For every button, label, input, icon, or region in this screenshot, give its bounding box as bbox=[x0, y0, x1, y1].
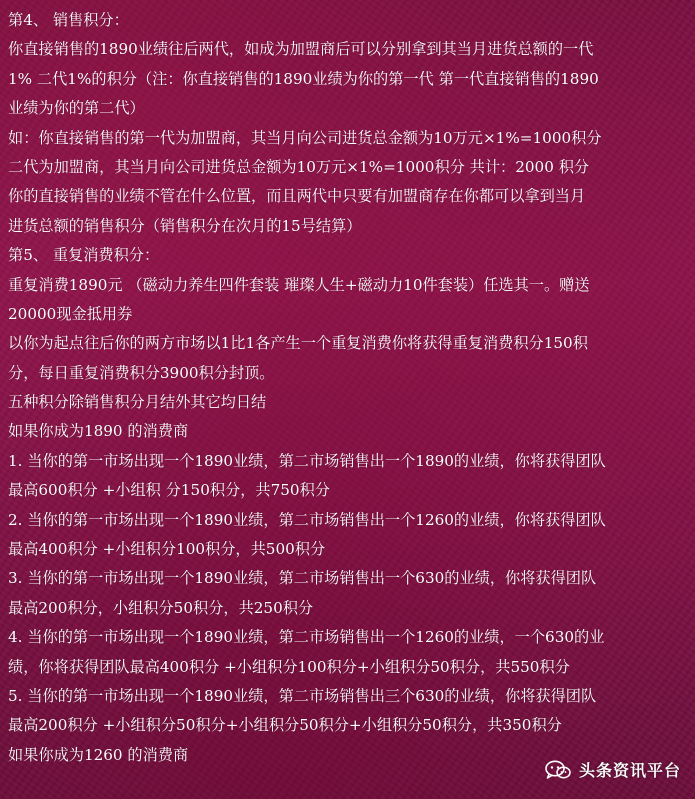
text-line: 3. 当你的第一市场出现一个1890业绩，第二市场销售出一个630的业绩，你将获得团队 bbox=[8, 569, 597, 588]
watermark-text: 头条资讯平台 bbox=[578, 761, 681, 780]
text-line: 最高200积分 +小组积分50积分+小组积分50积分+小组积分50积分，共350积分 bbox=[8, 716, 562, 735]
text-line: 如果你成为1260 的消费商 bbox=[8, 745, 189, 764]
text-line: 重复消费1890元 （磁动力养生四件套装 璀璨人生+磁动力10件套装）任选其一。赠送 bbox=[8, 275, 590, 294]
text-line: 二代为加盟商，其当月向公司进货总金额为10万元×1%=1000积分 共计：2000 积分 bbox=[8, 157, 590, 176]
text-line: 分，每日重复消费积分3900积分封顶。 bbox=[8, 363, 275, 382]
text-line: 以你为起点往后你的两方市场以1比1各产生一个重复消费你将获得重复消费积分150积 bbox=[8, 334, 588, 353]
text-line: 如：你直接销售的第一代为加盟商，其当月向公司进货总金额为10万元×1%=1000积分 bbox=[8, 128, 602, 147]
text-line: 第5、 重复消费积分： bbox=[8, 246, 160, 265]
article-body bbox=[8, 6, 690, 770]
text-line: 20000现金抵用券 bbox=[8, 304, 133, 323]
wechat-icon bbox=[545, 760, 571, 780]
text-line: 第4、 销售积分： bbox=[8, 11, 129, 29]
text-line: 绩，你将获得团队最高400积分 +小组积分100积分+小组积分50积分，共550积分 bbox=[8, 657, 570, 676]
text-line: 最高600积分 +小组积 分150积分，共750积分 bbox=[8, 481, 330, 500]
text-line: 2. 当你的第一市场出现一个1890业绩，第二市场销售出一个1260的业绩，你将获得团队 bbox=[8, 510, 606, 529]
text-line: 4. 当你的第一市场出现一个1890业绩，第二市场销售出一个1260的业绩，一个630的业 bbox=[8, 628, 605, 647]
text-line: 进货总额的销售积分（销售积分在次月的15号结算） bbox=[8, 216, 362, 235]
watermark bbox=[545, 758, 681, 781]
text-line: 最高400积分 +小组积分100积分，共500积分 bbox=[8, 540, 326, 559]
text-line: 5. 当你的第一市场出现一个1890业绩，第二市场销售出三个630的业绩，你将获得团队 bbox=[8, 686, 597, 705]
text-line: 五种积分除销售积分月结外其它均日结 bbox=[8, 393, 267, 412]
text-line: 最高200积分，小组积分50积分，共250积分 bbox=[8, 598, 314, 617]
text-line: 如果你成为1890 的消费商 bbox=[8, 422, 189, 441]
text-line: 1. 当你的第一市场出现一个1890业绩，第二市场销售出一个1890的业绩，你将获得团队 bbox=[8, 451, 606, 470]
text-line: 1% 二代1%的积分（注：你直接销售的1890业绩为你的第一代 第一代直接销售的1890 bbox=[8, 69, 599, 88]
text-line: 你的直接销售的业绩不管在什么位置，而且两代中只要有加盟商存在你都可以拿到当月 bbox=[8, 187, 586, 206]
text-line: 业绩为你的第二代） bbox=[8, 99, 145, 118]
text-line: 你直接销售的1890业绩往后两代，如成为加盟商后可以分别拿到其当月进货总额的一代 bbox=[8, 40, 594, 59]
